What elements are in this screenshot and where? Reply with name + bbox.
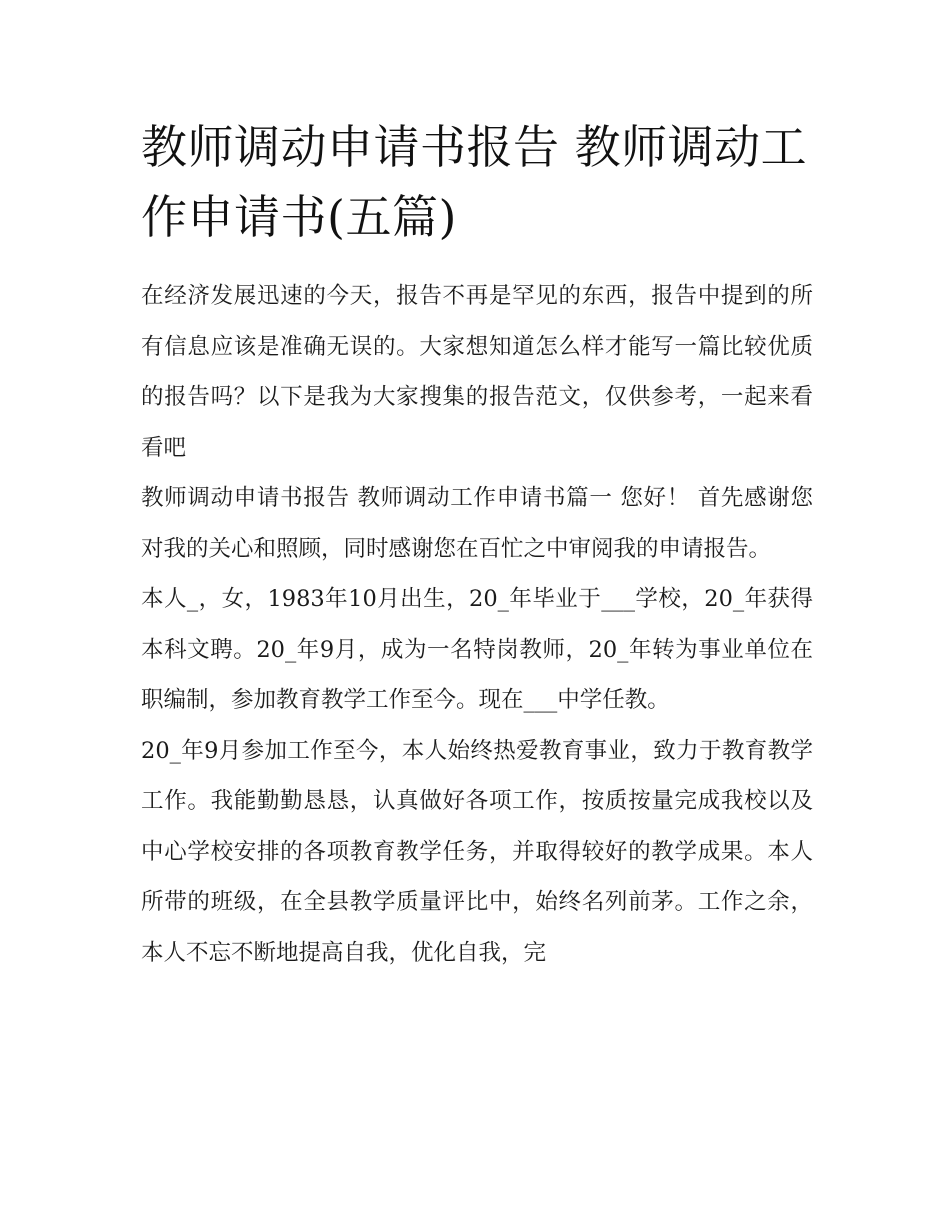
document-body [141, 271, 813, 978]
paragraph-personal-info: 本人_，女，1983年10月出生，20_年毕业于___学校，20_年获得本科文聘。20_年9月，成为一名特岗教师，20_年转为事业单位在职编制，参加教育教学工作至今。现在___中学任教。 [141, 586, 813, 713]
paragraph-greeting: 教师调动申请书报告 教师调动工作申请书篇一 您好！ 首先感谢您对我的关心和照顾，同时感谢您在百忙之中审阅我的申请报告。 [141, 485, 813, 562]
document-title: 教师调动申请书报告 教师调动工作申请书(五篇) [141, 120, 808, 244]
paragraph-work-history: 20_年9月参加工作至今，本人始终热爱教育事业，致力于教育教学工作。我能勤勤恳恳，认真做好各项工作，按质按量完成我校以及中心学校安排的各项教育教学任务，并取得较好的教学成果。本人所带的班级，在全县教学质量评比中，始终名列前茅。工作之余，本人不忘不断地提高自我，优化自我，完 [141, 737, 813, 966]
paragraph-intro: 在经济发展迅速的今天，报告不再是罕见的东西，报告中提到的所有信息应该是准确无误的。大家想知道怎么样才能写一篇比较优质的报告吗？以下是我为大家搜集的报告范文，仅供参考，一起来看看吧 [141, 283, 813, 461]
document-page [141, 112, 813, 978]
